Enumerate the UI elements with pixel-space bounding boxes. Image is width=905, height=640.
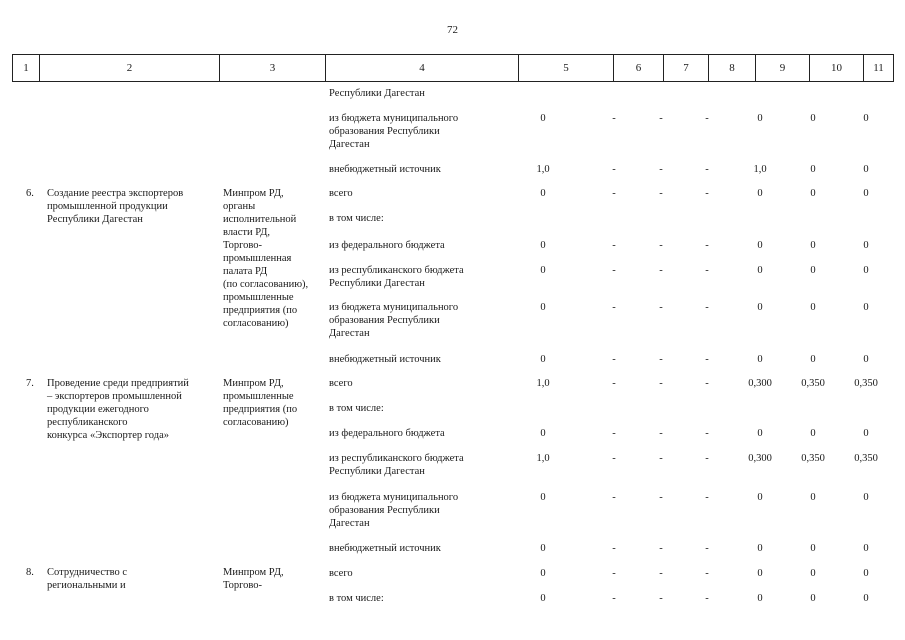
funding-source-label: из республиканского бюджета — [329, 265, 464, 276]
col7-value: - — [659, 543, 663, 554]
col7-value: - — [659, 265, 663, 276]
measure-executor: палата РД — [223, 266, 268, 277]
col9-value: 1,0 — [753, 164, 767, 175]
col10-value: 0 — [810, 428, 816, 439]
col9-value: 0 — [757, 354, 763, 365]
col7-value: - — [659, 354, 663, 365]
col5-value: 1,0 — [536, 453, 550, 464]
col6-value: - — [612, 265, 616, 276]
col6-value: - — [612, 593, 616, 604]
measure-executor: (по согласованию), — [223, 279, 309, 290]
col11-value: 0 — [863, 188, 869, 199]
column-header-row — [13, 55, 894, 82]
col6-value: - — [612, 378, 616, 389]
funding-source-label: внебюджетный источник — [329, 354, 441, 365]
col10-value: 0 — [810, 302, 816, 313]
funding-source-label: образования Республики — [329, 126, 440, 137]
measure-executor: согласованию) — [223, 417, 289, 428]
col8-value: - — [705, 354, 709, 365]
col10-value: 0 — [810, 568, 816, 579]
col8-value: - — [705, 492, 709, 503]
col5-value: 0 — [540, 593, 546, 604]
measure-name: продукции ежегодного — [47, 404, 149, 415]
col9-value: 0 — [757, 302, 763, 313]
col10-value: 0,350 — [801, 453, 825, 464]
col8-value: - — [705, 164, 709, 175]
col11-value: 0 — [863, 543, 869, 554]
col5-value: 0 — [540, 188, 546, 199]
col7-value: - — [659, 593, 663, 604]
measure-name: Создание реестра экспортеров — [47, 188, 184, 199]
funding-source-label: в том числе: — [329, 403, 384, 414]
col7-value: - — [659, 164, 663, 175]
col11-value: 0 — [863, 265, 869, 276]
column-header-8: 8 — [709, 55, 756, 82]
col9-value: 0 — [757, 188, 763, 199]
measure-executor: Минпром РД, — [223, 188, 284, 199]
measure-name: республиканского — [47, 417, 128, 428]
funding-source-label: образования Республики — [329, 315, 440, 326]
col7-value: - — [659, 240, 663, 251]
col8-value: - — [705, 378, 709, 389]
col7-value: - — [659, 453, 663, 464]
measure-name: региональными и — [47, 580, 126, 591]
funding-source-label: Республики Дагестан — [329, 466, 425, 477]
col5-value: 0 — [540, 492, 546, 503]
measure-executor: предприятия (по — [223, 404, 298, 415]
funding-source-label: внебюджетный источник — [329, 543, 441, 554]
col10-value: 0 — [810, 354, 816, 365]
col8-value: - — [705, 113, 709, 124]
col7-value: - — [659, 188, 663, 199]
col5-value: 0 — [540, 354, 546, 365]
funding-source-label: в том числе: — [329, 593, 384, 604]
col10-value: 0 — [810, 593, 816, 604]
col10-value: 0 — [810, 265, 816, 276]
measure-executor: Минпром РД, — [223, 567, 284, 578]
col7-value: - — [659, 492, 663, 503]
funding-source-label: из федерального бюджета — [329, 240, 445, 251]
col11-value: 0 — [863, 354, 869, 365]
measure-number: 8. — [26, 567, 34, 578]
measure-executor: исполнительной — [223, 214, 297, 225]
funding-source-label: в том числе: — [329, 213, 384, 224]
col6-value: - — [612, 453, 616, 464]
measure-executor: органы — [223, 201, 256, 212]
col6-value: - — [612, 240, 616, 251]
col11-value: 0 — [863, 240, 869, 251]
col9-value: 0 — [757, 428, 763, 439]
column-header-9: 9 — [756, 55, 810, 82]
funding-source-label: Дагестан — [329, 139, 370, 150]
col8-value: - — [705, 188, 709, 199]
funding-source-label: внебюджетный источник — [329, 164, 441, 175]
funding-source-label: Дагестан — [329, 328, 370, 339]
col6-value: - — [612, 543, 616, 554]
col7-value: - — [659, 113, 663, 124]
column-header-1: 1 — [13, 55, 40, 82]
funding-source-label: образования Республики — [329, 505, 440, 516]
col11-value: 0 — [863, 568, 869, 579]
column-header-7: 7 — [664, 55, 709, 82]
col10-value: 0 — [810, 543, 816, 554]
measure-name: Проведение среди предприятий — [47, 378, 189, 389]
col8-value: - — [705, 593, 709, 604]
column-header-3: 3 — [220, 55, 326, 82]
col9-value: 0 — [757, 568, 763, 579]
column-header-2: 2 — [40, 55, 220, 82]
funding-source-label: всего — [329, 568, 353, 579]
col8-value: - — [705, 543, 709, 554]
measure-name: конкурса «Экспортер года» — [47, 430, 169, 441]
column-header-10: 10 — [810, 55, 864, 82]
measure-number: 6. — [26, 188, 34, 199]
funding-source-label: всего — [329, 378, 353, 389]
col5-value: 0 — [540, 543, 546, 554]
col9-value: 0,300 — [748, 453, 772, 464]
col11-value: 0 — [863, 593, 869, 604]
col8-value: - — [705, 428, 709, 439]
col9-value: 0 — [757, 593, 763, 604]
funding-source-label: Дагестан — [329, 518, 370, 529]
column-header-11: 11 — [864, 55, 894, 82]
measure-executor: промышленные — [223, 292, 294, 303]
column-header-5: 5 — [519, 55, 614, 82]
measure-executor: Минпром РД, — [223, 378, 284, 389]
col5-value: 0 — [540, 428, 546, 439]
col5-value: 0 — [540, 265, 546, 276]
funding-source-label: Республики Дагестан — [329, 88, 425, 99]
col10-value: 0 — [810, 492, 816, 503]
column-header-4: 4 — [326, 55, 519, 82]
col8-value: - — [705, 302, 709, 313]
measure-executor: власти РД, — [223, 227, 271, 238]
col11-value: 0 — [863, 492, 869, 503]
col8-value: - — [705, 240, 709, 251]
col9-value: 0 — [757, 265, 763, 276]
col10-value: 0 — [810, 240, 816, 251]
measure-executor: промышленные — [223, 391, 294, 402]
col8-value: - — [705, 568, 709, 579]
measure-name: промышленной продукции — [47, 201, 168, 212]
measure-executor: согласованию) — [223, 318, 289, 329]
col11-value: 0,350 — [854, 378, 878, 389]
measure-number: 7. — [26, 378, 34, 389]
col5-value: 0 — [540, 113, 546, 124]
page-number: 72 — [447, 24, 458, 36]
col10-value: 0 — [810, 188, 816, 199]
col8-value: - — [705, 265, 709, 276]
funding-source-label: из республиканского бюджета — [329, 453, 464, 464]
col6-value: - — [612, 164, 616, 175]
col5-value: 0 — [540, 240, 546, 251]
col6-value: - — [612, 113, 616, 124]
col11-value: 0,350 — [854, 453, 878, 464]
col7-value: - — [659, 378, 663, 389]
col9-value: 0 — [757, 543, 763, 554]
col11-value: 0 — [863, 113, 869, 124]
measure-executor: Торгово- — [223, 580, 263, 591]
col10-value: 0 — [810, 164, 816, 175]
funding-source-label: из бюджета муниципального — [329, 113, 459, 124]
col7-value: - — [659, 568, 663, 579]
col11-value: 0 — [863, 428, 869, 439]
column-header-table — [12, 54, 894, 82]
col6-value: - — [612, 302, 616, 313]
funding-source-label: всего — [329, 188, 353, 199]
funding-source-label: из бюджета муниципального — [329, 492, 459, 503]
col9-value: 0,300 — [748, 378, 772, 389]
funding-source-label: Республики Дагестан — [329, 278, 425, 289]
col5-value: 1,0 — [536, 378, 550, 389]
measure-executor: предприятия (по — [223, 305, 298, 316]
col7-value: - — [659, 302, 663, 313]
col5-value: 0 — [540, 302, 546, 313]
col11-value: 0 — [863, 164, 869, 175]
col9-value: 0 — [757, 113, 763, 124]
funding-source-label: из бюджета муниципального — [329, 302, 459, 313]
col9-value: 0 — [757, 492, 763, 503]
col6-value: - — [612, 428, 616, 439]
measure-name: Республики Дагестан — [47, 214, 143, 225]
col6-value: - — [612, 568, 616, 579]
col9-value: 0 — [757, 240, 763, 251]
measure-name: – экспортеров промышленной — [47, 391, 182, 402]
col8-value: - — [705, 453, 709, 464]
col5-value: 1,0 — [536, 164, 550, 175]
col11-value: 0 — [863, 302, 869, 313]
col10-value: 0,350 — [801, 378, 825, 389]
measure-executor: промышленная — [223, 253, 292, 264]
col10-value: 0 — [810, 113, 816, 124]
col7-value: - — [659, 428, 663, 439]
col6-value: - — [612, 492, 616, 503]
col6-value: - — [612, 354, 616, 365]
col6-value: - — [612, 188, 616, 199]
column-header-6: 6 — [614, 55, 664, 82]
col5-value: 0 — [540, 568, 546, 579]
measure-name: Сотрудничество с — [47, 567, 127, 578]
measure-executor: Торгово- — [223, 240, 263, 251]
funding-source-label: из федерального бюджета — [329, 428, 445, 439]
